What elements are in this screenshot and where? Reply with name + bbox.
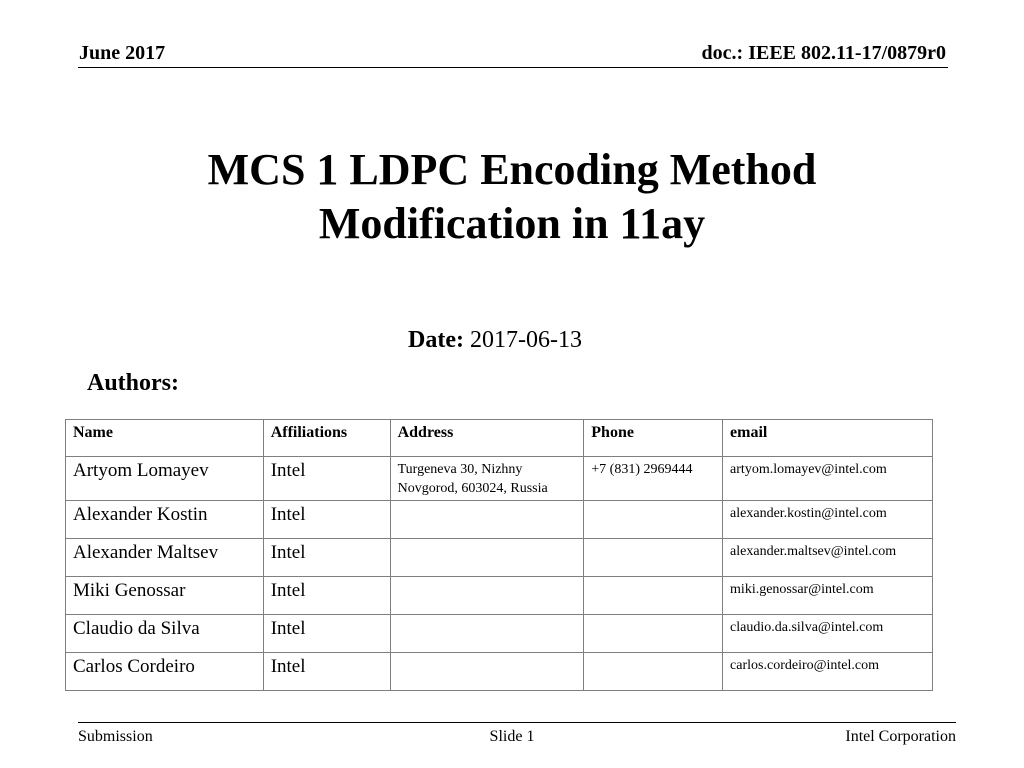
author-email: alexander.kostin@intel.com [723,501,933,539]
table-row [66,457,933,501]
table-header-row [66,420,933,457]
header-doc-id: doc.: IEEE 802.11-17/0879r0 [701,42,946,64]
slide-title-line2: Modification in 11ay [318,199,706,248]
author-name: Claudio da Silva [66,615,264,653]
author-name: Alexander Maltsev [66,539,264,577]
author-address [390,539,584,577]
author-email: claudio.da.silva@intel.com [723,615,933,653]
author-phone [584,615,723,653]
author-email: artyom.lomayev@intel.com [723,457,933,501]
author-email: miki.genossar@intel.com [723,577,933,615]
header-date: June 2017 [79,42,166,64]
author-name: Carlos Cordeiro [66,653,264,691]
author-affiliation: Intel [263,653,390,691]
authors-table [65,419,933,691]
author-address [390,501,584,539]
authors-label: Authors: [87,370,180,396]
author-phone [584,539,723,577]
author-phone: +7 (831) 2969444 [584,457,723,501]
author-address [390,615,584,653]
author-phone [584,653,723,691]
table-row [66,539,933,577]
header-email: email [723,420,933,457]
author-affiliation: Intel [263,615,390,653]
author-address [390,457,584,501]
table-row [66,501,933,539]
slide-title-line1: MCS 1 LDPC Encoding Method [207,145,817,194]
table-row [66,577,933,615]
header-address: Address [390,420,584,457]
footer-divider [78,722,956,723]
footer-organization: Intel Corporation [845,728,956,745]
date-value: 2017-06-13 [469,327,582,353]
author-affiliation: Intel [263,457,390,501]
slide-title [0,143,1024,251]
author-email: carlos.cordeiro@intel.com [723,653,933,691]
author-address [390,577,584,615]
author-phone [584,501,723,539]
table-row [66,615,933,653]
header-affiliations: Affiliations [263,420,390,457]
author-affiliation: Intel [263,501,390,539]
author-affiliation: Intel [263,577,390,615]
author-name: Artyom Lomayev [66,457,264,501]
author-name: Alexander Kostin [66,501,264,539]
footer-submission: Submission [78,728,153,745]
author-email: alexander.maltsev@intel.com [723,539,933,577]
header-divider [78,67,948,68]
address-line1: Turgeneva 30, Nizhny [397,462,523,477]
author-affiliation: Intel [263,539,390,577]
header-phone: Phone [584,420,723,457]
table-row [66,653,933,691]
date-label: Date: [408,327,464,353]
author-address [390,653,584,691]
footer-slide-number: Slide 1 [489,728,535,745]
author-name: Miki Genossar [66,577,264,615]
author-phone [584,577,723,615]
header-name: Name [66,420,264,457]
date-line [408,327,582,354]
address-line2: Novgorod, 603024, Russia [397,481,548,496]
